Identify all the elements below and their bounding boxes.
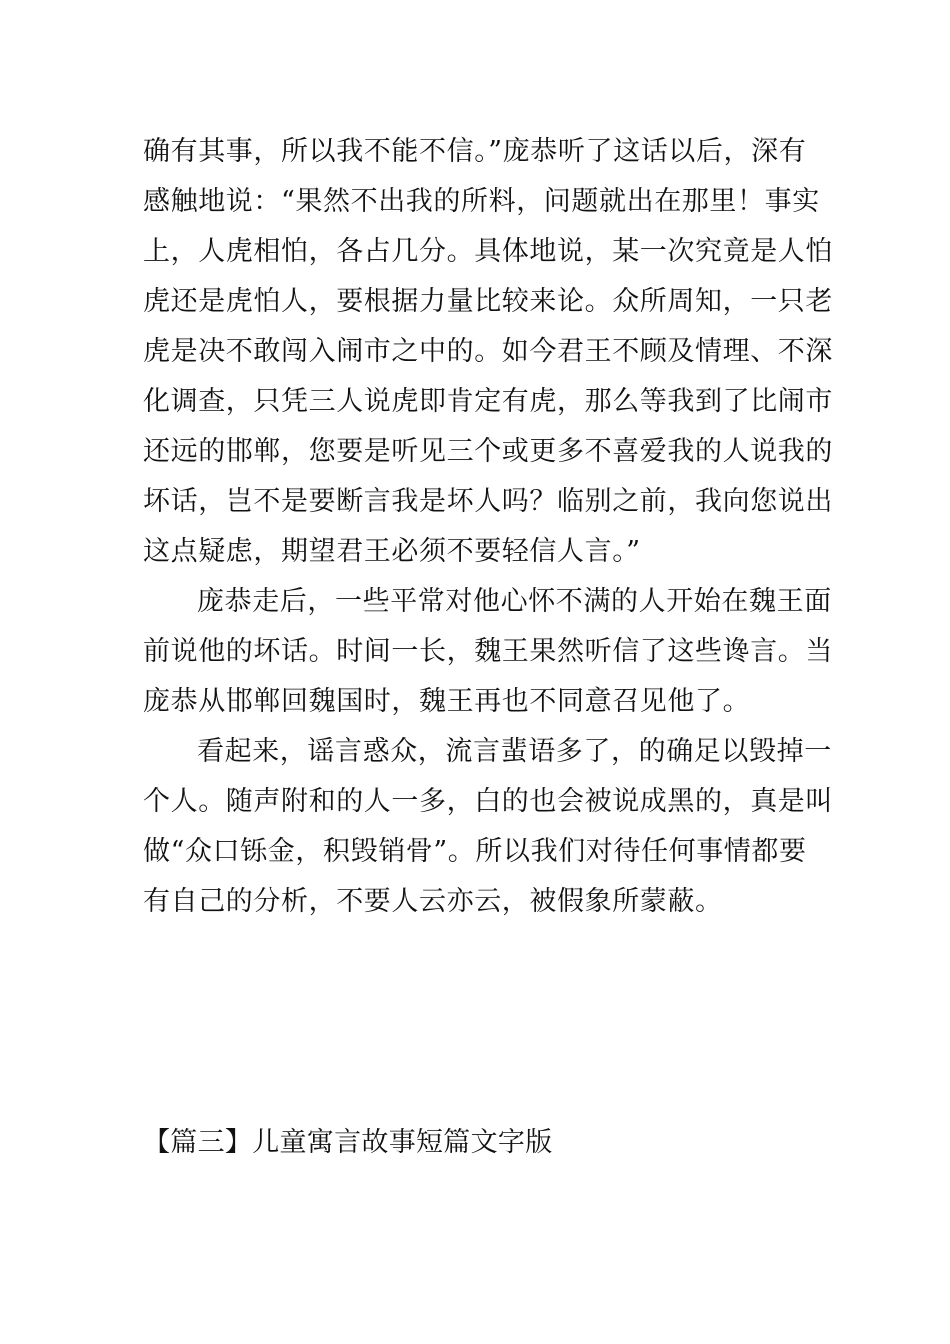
section-heading: 【篇三】儿童寓言故事短篇文字版	[143, 1127, 553, 1158]
text-line: 庞恭从邯郸回魏国时，魏王再也不同意召见他了。	[143, 686, 751, 717]
text-line: 虎还是虎怕人，要根据力量比较来论。众所周知，一只老	[143, 286, 833, 317]
text-line: 化调查，只凭三人说虎即肯定有虎，那么等我到了比闹市	[143, 386, 833, 417]
text-line: 个人。随声附和的人一多，白的也会被说成黑的，真是叫	[143, 786, 833, 817]
text-line: 前说他的坏话。时间一长，魏王果然听信了这些谗言。当	[143, 636, 833, 667]
paragraph-start-line: 看起来，谣言惑众，流言蜚语多了，的确足以毁掉一	[197, 736, 832, 767]
text-line: 虎是决不敢闯入闹市之中的。如今君王不顾及情理、不深	[143, 336, 833, 367]
text-line: 感触地说：“果然不出我的所料，问题就出在那里！事实	[143, 186, 820, 217]
text-line: 这点疑虑，期望君王必须不要轻信人言。”	[143, 536, 641, 567]
text-line: 确有其事，所以我不能不信。”庞恭听了这话以后，深有	[143, 136, 807, 167]
paragraph-start-line: 庞恭走后，一些平常对他心怀不满的人开始在魏王面	[197, 586, 832, 617]
text-line: 做“众口铄金，积毁销骨”。所以我们对待任何事情都要	[143, 836, 807, 867]
text-line: 上，人虎相怕，各占几分。具体地说，某一次究竟是人怕	[143, 236, 833, 267]
text-line: 还远的邯郸，您要是听见三个或更多不喜爱我的人说我的	[143, 436, 833, 467]
story-body	[143, 127, 833, 927]
text-line: 坏话，岂不是要断言我是坏人吗？临别之前，我向您说出	[143, 486, 833, 517]
text-line: 有自己的分析，不要人云亦云，被假象所蒙蔽。	[143, 886, 723, 917]
